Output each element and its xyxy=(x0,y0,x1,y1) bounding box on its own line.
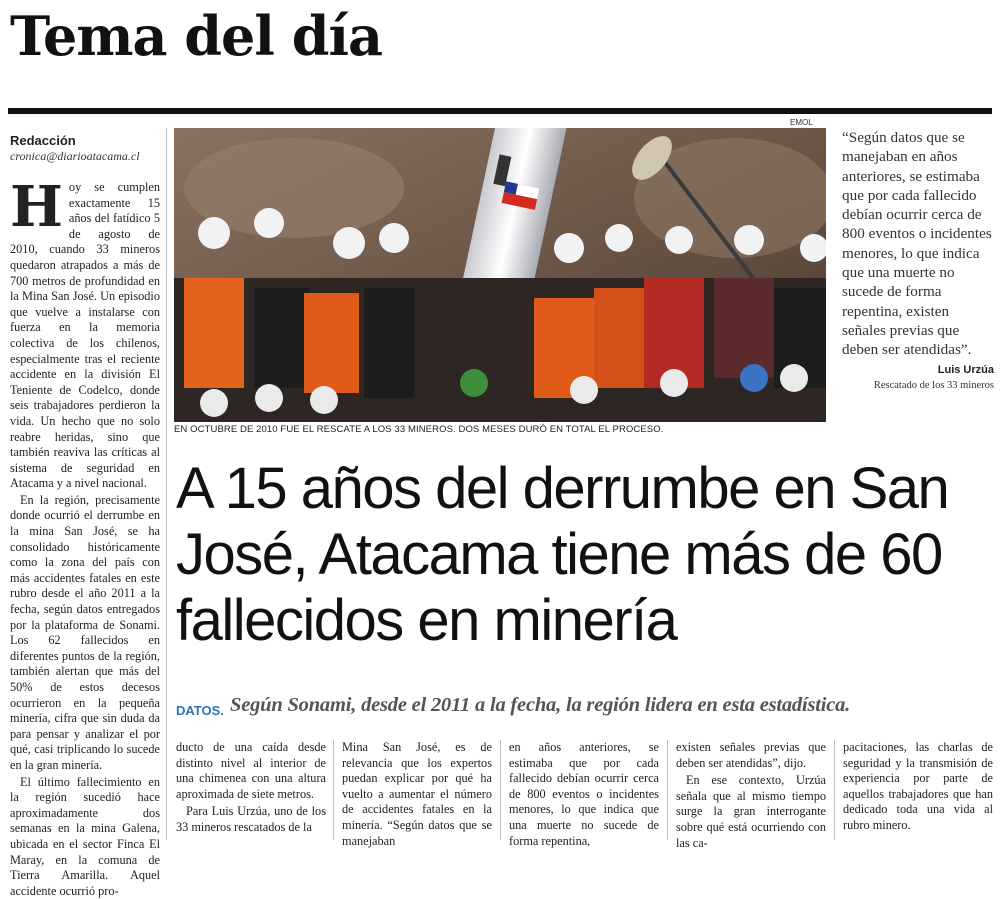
lower-column-5 xyxy=(843,740,993,834)
photo-credit: EMOL xyxy=(790,118,813,127)
lower-column-1 xyxy=(176,740,326,836)
column-1-paragraph-2: Para Luis Urzúa, uno de los 33 mineros rescatados de la xyxy=(176,804,326,834)
column-4-paragraph-2: En ese contexto, Urzúa señala que al mismo tiempo surge la gran interrogante sobre qué está ocurriendo con las ca- xyxy=(676,773,826,850)
lower-column-3 xyxy=(509,740,659,849)
pull-quote: “Según datos que se manejaban en años anteriores, se estimaba que por cada fallecido debían ocurrir cerca de 800 eventos o incidentes menores, lo que indica que una muerte no sucede de forma repentina, existen señales previas que deben ser atendidas”. xyxy=(842,129,992,359)
datos-subheadline: Según Sonami, desde el 2011 a la fecha, la región lidera en esta estadística. xyxy=(230,694,851,716)
column-divider xyxy=(834,740,835,840)
column-divider xyxy=(333,740,334,840)
column-divider xyxy=(166,128,167,840)
left-column xyxy=(10,174,160,899)
rescue-photo xyxy=(174,128,826,422)
photo-caption: EN OCTUBRE DE 2010 FUE EL RESCATE A LOS 33 MINEROS. DOS MESES DURÓ EN TOTAL EL PROCESO. xyxy=(174,424,664,435)
column-divider xyxy=(667,740,668,840)
quote-author: Luis Urzúa xyxy=(937,364,994,376)
column-3-paragraph-1: en años anteriores, se estimaba que por cada fallecido debían ocurrir cerca de 800 eventos o incidentes menores, lo que indica que una muerte no sucede de forma repentina, xyxy=(509,740,659,848)
paragraph-1: Hoy se cumplen exactamente 15 años del fatídico 5 de agosto de 2010, cuando 33 mineros quedaron atrapados a más de 700 metros de profundidad en la Mina San José. Un episodio que vuelve a instalarse con fuerza en la memoria colectiva de los chilenos, especialmente tras el reciente accidente en la división El Teniente de Codelco, donde seis trabajadores perdieron la vida. Un hecho que no solo reabre heridas, sino que también reaviva las críticas al sistema de seguridad en Atacama y a nivel nacional. xyxy=(10,174,160,491)
section-title: Tema del día xyxy=(10,4,382,68)
column-divider xyxy=(500,740,501,840)
datos-label: DATOS. xyxy=(176,703,224,718)
column-2-paragraph-1: Mina San José, es de relevancia que los expertos puedan explicar por qué ha vuelto a aumentar el número de accidentes fatales en la minería. “Según datos que se manejaban xyxy=(342,740,492,848)
column-1-paragraph-1: ducto de una caída desde distinto nivel al interior de una chimenea con una altura aproximada de siete metros. xyxy=(176,740,326,801)
byline: Redacción xyxy=(10,133,76,148)
header-rule xyxy=(8,108,992,114)
lower-column-2 xyxy=(342,740,492,849)
headline: A 15 años del derrumbe en San José, Atacama tiene más de 60 fallecidos en minería xyxy=(176,456,949,653)
column-5-paragraph-1: pacitaciones, las charlas de seguridad y la transmisión de experiencia por parte de aquellos trabajadores que han dedicado toda una vida al rubro minero. xyxy=(843,740,993,832)
drop-cap: H xyxy=(10,174,63,240)
column-4-paragraph-1: existen señales previas que deben ser atendidas”, dijo. xyxy=(676,740,826,770)
rescue-photo-illustration xyxy=(174,128,826,422)
paragraph-3: El último fallecimiento en la región sucedió hace aproximadamente dos semanas en la mina Galena, ubicada en el sector Finca El Maray, en la comuna de Tierra Amarilla. Aquel accidente ocurrió pro- xyxy=(10,774,160,898)
paragraph-2: En la región, precisamente donde ocurrió el derrumbe en la mina San José, se ha consolidado históricamente como la zona del país con más accidentes fatales en este rubro desde el año 2011 a la fecha, según datos entregados por la plataforma de Sonami. Los 62 fallecidos en diferentes puntos de la región, también alertan que más del 50% de estos decesos ocurrieron en la pequeña minería, cifra que sin duda da para pensar y analizar el por qué, casi triplicando lo sucede en la gran minería. xyxy=(10,492,160,772)
byline-email[interactable]: cronica@diarioatacama.cl xyxy=(10,149,140,163)
lower-column-4 xyxy=(676,740,826,851)
quote-author-role: Rescatado de los 33 mineros xyxy=(873,380,994,391)
